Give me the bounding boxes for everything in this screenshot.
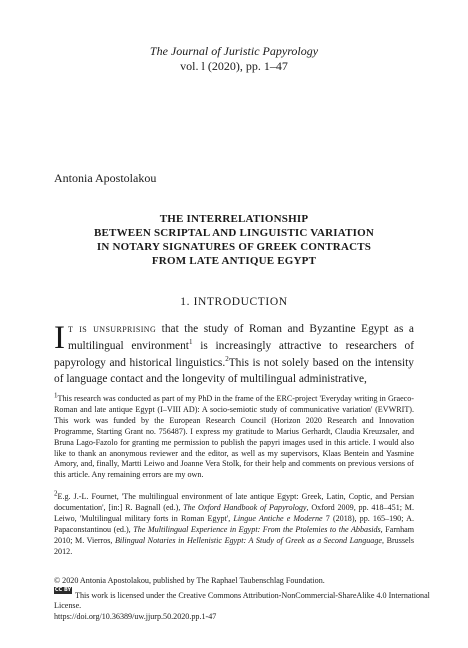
section-heading: 1. INTRODUCTION [180, 296, 288, 308]
copyright-block [54, 576, 434, 622]
body-text: is increasingly attractive to researchers of papyrology and historical linguistics. [54, 339, 414, 369]
footnote-text: This research was conducted as part of my PhD in the frame of the ERC-project 'Everyday writing in Graeco-Roman and late antique Egypt (I–VIII AD): A socio-semiotic study of communicative variation' (EVWRIT). This work was funded by the European Research Council (Horizon 2020 Research and Innovation Programme, Starting Grant no. 756487). I express my gratitude to Marius Gerhardt, Claudia Kreuzsaler, and Bruna Lago-Fazolo for granting me permission to publish the papyri images used in this article. I would also like to thank an anonymous reviewer and the editor, as well as my supervisors, Klaas Bentein and Yasmine Amory, and, finally, Martti Leiwo and Joanne Vera Stolk, for their help and comments on previous versions of this article. Any remaining errors are my own. [54, 394, 414, 480]
license-text: This work is licensed under the Creative Commons Attribution-NonCommercial-ShareAlike 4.0 International License. [54, 590, 430, 611]
footnote-ref-1[interactable]: 1 [188, 338, 193, 346]
footnote-book-title: Bilingual Notaries in Hellenistic Egypt: A Study of Greek as a Second Language [114, 535, 382, 545]
footnote-text: , Brussels 2012. [54, 535, 414, 556]
footnote-journal-title: Lingue Antiche e Moderne [233, 513, 323, 523]
body-text: that the study of Roman and Byzantine Egypt as a multilingual environment [68, 323, 414, 352]
footnote-mark: 1 [54, 391, 58, 400]
copyright-line: © 2020 Antonia Apostolakou, published by The Raphael Taubenschlag Foundation. [54, 576, 325, 585]
doi-link[interactable]: https://doi.org/10.36389/uw.jjurp.50.2020.pp.1-47 [54, 611, 217, 621]
smallcaps-lead: t is unsurprising [68, 323, 157, 335]
footnote-book-title: The Multilingual Experience in Egypt: From the Ptolemies to the Abbasids [133, 524, 381, 534]
body-text: This is not solely based on the intensity of language contact and the longevity of multilingual administrative, [54, 356, 414, 386]
article-title [54, 212, 414, 268]
volume-line: vol. l (2020), pp. 1–47 [180, 59, 288, 73]
title-line: FROM LATE ANTIQUE EGYPT [151, 255, 317, 267]
footnote-mark: 2 [54, 489, 58, 498]
license-line [54, 587, 434, 612]
footnote-text: , Oxford 2009, pp. 418–451; M. Leiwo, 'Multilingual military forts in Roman Egypt', [54, 502, 414, 523]
journal-header [0, 44, 468, 74]
title-line: THE INTERRELATIONSHIP [159, 213, 309, 225]
drop-cap: I [54, 320, 65, 356]
footnote-ref-2[interactable]: 2 [225, 354, 229, 363]
body-paragraph [54, 321, 414, 388]
title-line: BETWEEN SCRIPTAL AND LINGUISTIC VARIATION [93, 227, 374, 239]
author-name: Antonia Apostolakou [54, 171, 157, 185]
journal-title: The Journal of Juristic Papyrology [149, 44, 319, 58]
footnote-text: 7 (2018), pp. 165–190; A. Papaconstantinou (ed.), [54, 513, 415, 534]
footnote-1 [54, 391, 414, 481]
title-line: IN NOTARY SIGNATURES OF GREEK CONTRACTS [96, 241, 372, 253]
cc-license-icon[interactable]: CC BY NC SA [54, 586, 72, 600]
footnote-book-title: The Oxford Handbook of Papyrology [183, 502, 307, 512]
footnote-text: E.g. J.-L. Fournet, 'The multilingual environment of late antique Egypt: Greek, Latin, Coptic, and Persian documentation', [in:] R. Bagnall (ed.), [54, 492, 414, 512]
footnote-2 [54, 489, 415, 557]
footnote-text: , Farnham 2010; M. Vierros, [54, 524, 414, 545]
